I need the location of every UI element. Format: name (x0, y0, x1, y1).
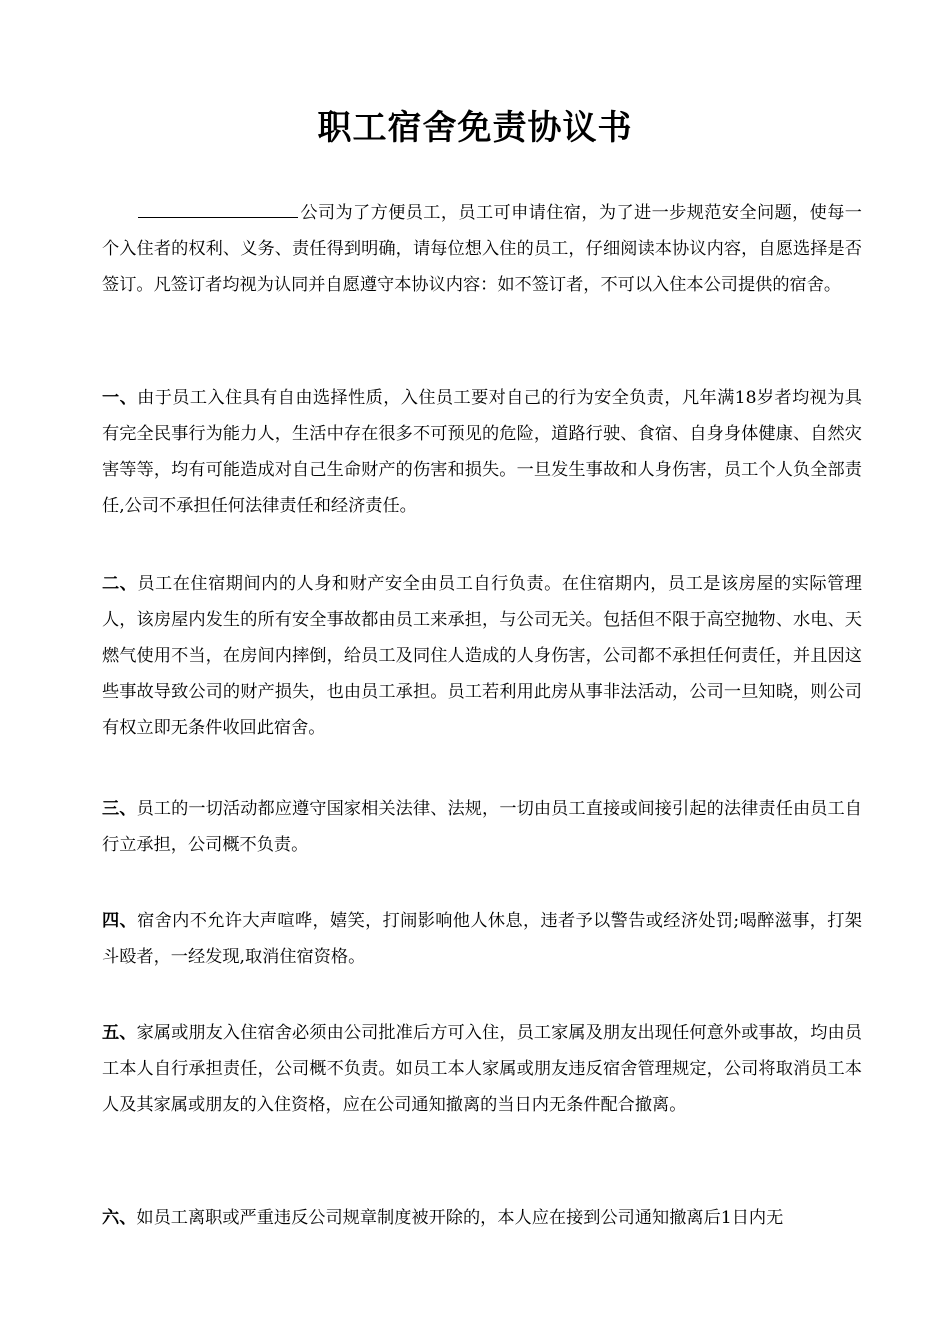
clause-text: 家属或朋友入住宿舍必须由公司批准后方可入住，员工家属及朋友出现任何意外或事故，均由员工本人自行承担责任，公司概不负责。如员工本人家属或朋友违反宿舍管理规定，公司将取消员工本人及其家属或朋友的入住资格，应在公司通知撤离的当日内无条件配合撤离。 (102, 1023, 862, 1115)
clause-number: 四、 (102, 911, 138, 931)
clause-text: 由于员工入住具有自由选择性质，入住员工要对自己的行为安全负责，凡年满18岁者均视为具有完全民事行为能力人，生活中存在很多不可预见的危险，道路行驶、食宿、自身身体健康、自然灾害等等，均有可能造成对自己生命财产的伤害和损失。一旦发生事故和人身伤害，员工个人负全部责任,公司不承担任何法律责任和经济责任。 (102, 388, 862, 516)
clause-text: 员工的一切活动都应遵守国家相关法律、法规，一切由员工直接或间接引起的法律责任由员工自行立承担，公司概不负责。 (102, 799, 862, 855)
intro-paragraph (102, 195, 862, 303)
clause-1 (102, 380, 862, 524)
clause-3 (102, 791, 862, 863)
clause-number: 三、 (102, 799, 137, 819)
clause-6 (102, 1200, 862, 1236)
clause-5 (102, 1015, 862, 1123)
company-name-blank (138, 199, 298, 218)
clause-number: 六、 (102, 1208, 137, 1228)
clause-2 (102, 566, 862, 746)
clause-number: 一、 (102, 388, 138, 408)
clause-text: 宿舍内不允许大声喧哗，嬉笑，打闹影响他人休息，违者予以警告或经济处罚;喝醉滋事，打架斗殴者，一经发现,取消住宿资格。 (102, 911, 862, 967)
clause-text: 如员工离职或严重违反公司规章制度被开除的，本人应在接到公司通知撤离后1日内无 (136, 1208, 784, 1228)
clause-text: 员工在住宿期间内的人身和财产安全由员工自行负责。在住宿期内，员工是该房屋的实际管理人，该房屋内发生的所有安全事故都由员工来承担，与公司无关。包括但不限于高空抛物、水电、天燃气使用不当，在房间内摔倒，给员工及同住人造成的人身伤害，公司都不承担任何责任，并且因这些事故导致公司的财产损失，也由员工承担。员工若利用此房从事非法活动，公司一旦知晓，则公司有权立即无条件收回此宿舍。 (102, 574, 862, 738)
clause-number: 二、 (102, 574, 138, 594)
intro-text: 公司为了方便员工，员工可申请住宿，为了进一步规范安全问题，使每一个入住者的权利、义务、责任得到明确，请每位想入住的员工，仔细阅读本协议内容，自愿选择是否签订。凡签订者均视为认同并自愿遵守本协议内容：如不签订者，不可以入住本公司提供的宿舍。 (102, 203, 862, 295)
document-title: 职工宿舍免责协议书 (317, 108, 633, 148)
clause-number: 五、 (102, 1023, 137, 1043)
clause-4 (102, 903, 862, 975)
